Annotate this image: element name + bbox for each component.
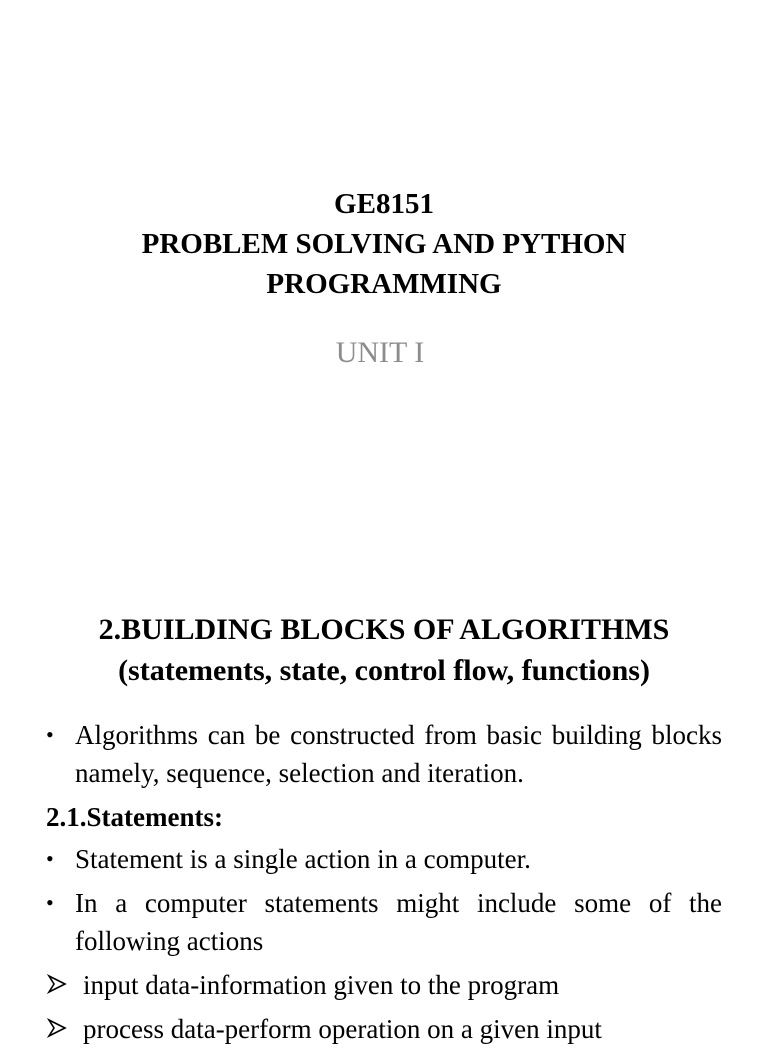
course-code: GE8151 xyxy=(334,188,434,220)
list-item xyxy=(46,716,722,792)
course-title-line-2: PROGRAMMING xyxy=(266,268,502,300)
bullet-text: Algorithms can be constructed from basic building blocks namely, sequence, selection and iteration. xyxy=(75,720,722,788)
list-item xyxy=(46,966,722,1004)
bullet-dot-icon: • xyxy=(46,890,54,915)
course-title xyxy=(0,184,768,304)
heading-line-1: 2.BUILDING BLOCKS OF ALGORITHMS xyxy=(98,613,670,646)
arrowhead-bullet-icon xyxy=(48,975,66,993)
bullet-text: In a computer statements might include some of the following actions xyxy=(75,888,722,956)
unit-label: UNIT I xyxy=(335,336,425,369)
course-title-line-1: PROBLEM SOLVING AND PYTHON xyxy=(141,228,627,260)
bullet-dot-icon: • xyxy=(46,722,54,747)
slide-heading xyxy=(0,609,768,691)
list-item xyxy=(46,1010,722,1048)
arrow-item-text: process data-perform operation on a given input xyxy=(83,1014,602,1044)
heading-line-2: (statements, state, control flow, functions) xyxy=(118,654,650,687)
arrowhead-bullet-icon xyxy=(48,1019,66,1037)
arrow-item-text: input data-information given to the program xyxy=(83,970,560,1000)
bullet-dot-icon: • xyxy=(46,846,54,871)
section-heading: 2.1.Statements: xyxy=(46,802,223,832)
list-item xyxy=(46,840,722,878)
slide-body xyxy=(46,716,722,1054)
list-item xyxy=(46,884,722,960)
bullet-text: Statement is a single action in a computer. xyxy=(75,844,531,874)
content-slide xyxy=(0,576,768,1044)
